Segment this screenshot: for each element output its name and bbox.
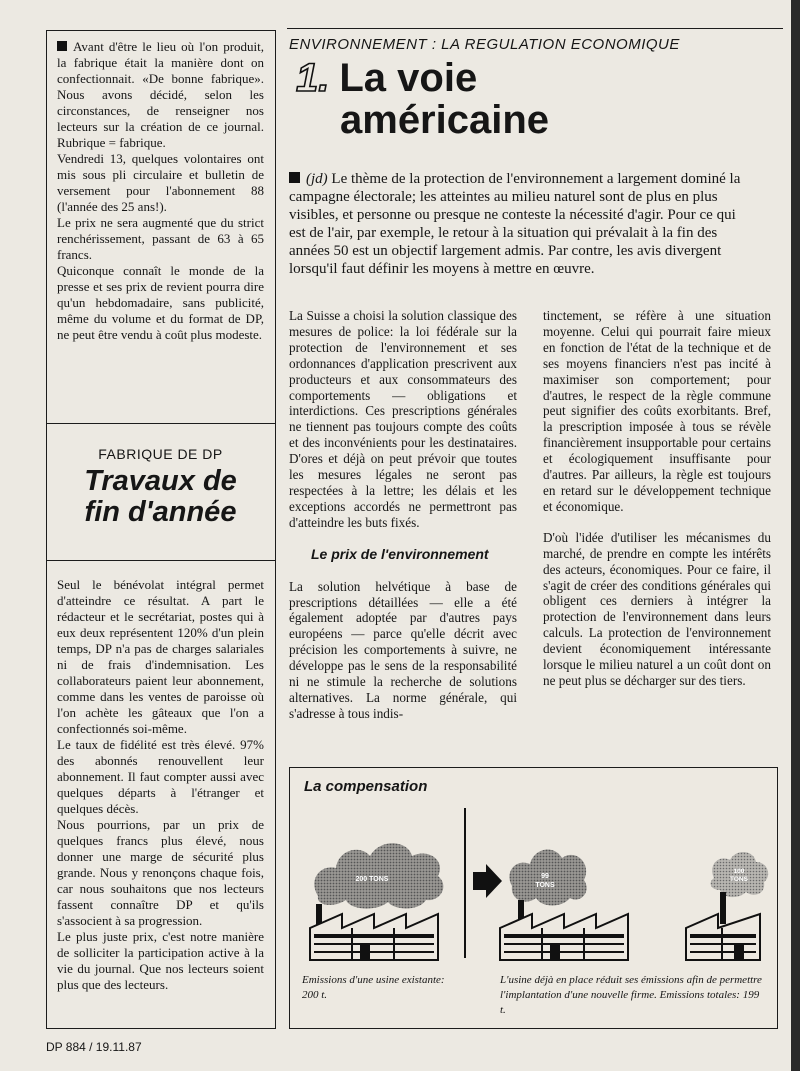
smoke-cloud-200 <box>314 843 443 908</box>
article-column-1 <box>289 308 517 722</box>
sidebar-body-paragraph: Seul le bénévolat intégral permet d'atteindre ce résultat. A part le rédacteur et le secrétariat, postes qui à eux deux représentent 120% d'un plein temps, DP n'a pas de charges salariales ni de frais d'indemnisation. Les collaborateurs paient leur abonnement, comme dans les ventes de paroisse où l'on achète les gâteaux que l'on a confectionnés soi-même. <box>57 577 264 736</box>
lead-text: Le thème de la protection de l'environnement a largement dominé la campagne électorale; les atteintes au milieu naturel sont de plus en plus visibles, et personne ou presque ne conteste la nécessité d'agir. Pour ce qui est de l'air, par exemple, le retour à la situation qui prévalait à la fin des années 50 est un objectif largement admis. Par contre, les avis divergent lorsqu'il faut définir les moyens à mettre en œuvre. <box>289 171 741 277</box>
issue-footer: DP 884 / 19.11.87 <box>46 1040 142 1054</box>
sidebar-intro-paragraph: Le prix ne sera augmenté que du strict renchérissement, passant de 63 à 65 francs. <box>57 215 264 262</box>
cloud-label-100: 100 <box>733 868 745 875</box>
cloud-label-99: 99 <box>541 873 549 880</box>
article-paragraph: D'où l'idée d'utiliser les mécanismes du marché, de prendre en compte les intérêts des acteurs, économiques. Pour ce faire, il s'agit de créer des conditions générales qui obligent ces derniers à intégrer la protection de l'environnement dans leurs calculs. La protection de l'environnement devient économiquement intéressante lorsque le milieu naturel a un coût dont on ne peut plus se décharger sur des tiers. <box>543 529 771 688</box>
article-paragraph: tinctement, se réfère à une situation moyenne. Celui qui pourrait faire mieux en fonction de l'état de la technique et de ses moyens financiers n'est pas incité à maximiser son comportement; pour d'autres, le respect de la règle commune peut signifier des coûts exorbitants. Bref, la prescription imposée à tous se révèle financièrement insupportable pour certains et écologiquement insuffisante pour d'autres. Par ailleurs, la règle est toujours en retard sur le développement technique et économique. <box>543 308 771 514</box>
caption-compensation: L'usine déjà en place réduit ses émissions afin de permettre l'implantation d'une nouvelle firme. Emissions totales: 199 t. <box>500 974 762 1016</box>
article-headline <box>296 58 766 142</box>
fabrique-title-box <box>46 423 276 561</box>
author-tag: (jd) <box>306 171 328 187</box>
factory-new-icon <box>686 892 760 960</box>
article-kicker: ENVIRONNEMENT : LA REGULATION ECONOMIQUE <box>289 36 680 53</box>
caption-existing: Emissions d'une usine existante: 200 t. <box>302 974 445 1001</box>
sidebar-body <box>57 577 264 993</box>
cloud-label-200: 200 TONS <box>355 876 389 883</box>
sidebar-intro-paragraph: Avant d'être le lieu où l'on produit, la fabrique était la manière dont on confectionnait. «De bonne fabrique». Nous avons décidé, selon les circonstances, de renseigner nos lecteurs sur la création de ce journal. Rubrique = fabrique. <box>57 39 264 150</box>
headline-line-1: La voie <box>339 56 478 100</box>
article-subhead: Le prix de l'environnement <box>311 545 489 562</box>
article-column-2 <box>543 308 771 689</box>
fabrique-title: Travaux de fin d'année <box>84 465 237 528</box>
bullet-square-icon <box>289 172 300 183</box>
smoke-cloud-100 <box>711 852 769 897</box>
arrow-right-icon <box>473 864 502 898</box>
headline-line-2: américaine <box>340 98 550 142</box>
sidebar-intro-paragraph: Vendredi 13, quelques volontaires ont mis sous pli circulaire et bulletin de versement pour l'abonnement 88 (l'année des 25 ans!). <box>57 151 264 214</box>
kicker-rule <box>287 28 783 29</box>
sidebar-body-paragraph: Nous pourrions, par un prix de quelques francs plus élevé, nous donner une marge de sécurité plus grande. Nous y renonçons chaque fois, car nous souhaitons que nos lecteurs fassent connaître DP et qu'ils s'associent à sa progression. <box>57 817 264 928</box>
cloud-label-99-unit: TONS <box>535 882 555 889</box>
page-edge-shadow <box>791 0 800 1071</box>
bullet-square-icon <box>57 41 67 51</box>
sidebar-intro-paragraph: Quiconque connaît le monde de la presse et ses prix de revient pourra dire qu'un hebdomadaire, sans publicité, même du volume et du format de DP, ne peut être vendu à coût plus modeste. <box>57 263 264 342</box>
sidebar-body-paragraph: Le taux de fidélité est très élevé. 97% des abonnés renouvellent leur abonnement. Il faut compter aussi avec quelques départs à l'étranger et quelques décès. <box>57 737 264 816</box>
compensation-figure <box>289 767 778 1029</box>
cloud-label-100-unit: TONS <box>730 876 748 883</box>
article-number: 1. <box>296 56 330 100</box>
article-lead <box>289 170 744 278</box>
figure-title: La compensation <box>304 778 428 795</box>
factory-reduced-icon <box>500 900 628 960</box>
sidebar-intro <box>57 39 264 343</box>
sidebar-column <box>46 30 276 1029</box>
factory-existing-icon <box>310 904 438 960</box>
article-paragraph: La solution helvétique à base de prescriptions détaillées — elle a été également adoptée par d'autres pays européens — parce qu'elle décrit avec précision les comportements à suivre, ne développe pas le sens de la responsabilité ni ne stimule la recherche de solutions alternatives. La norme générale, qui s'adresse à tous indis- <box>289 578 517 721</box>
sidebar-body-paragraph: Le plus juste prix, c'est notre manière de solliciter la participation active à la vie du journal. Que nos lecteurs soient plus que des lecteurs. <box>57 929 264 992</box>
fabrique-kicker: FABRIQUE DE DP <box>98 446 223 462</box>
smoke-cloud-99 <box>509 849 586 905</box>
article-paragraph: La Suisse a choisi la solution classique des mesures de police: la loi fédérale sur la protection de l'environnement et ses ordonnances d'application prescrivent aux producteurs et aux consommateurs des comportements — obligations et interdictions. Ces prescriptions générales ne tiennent pas toujours compte des coûts et des inconvénients pour les destinataires. D'ores et déjà on peut prévoir que toutes les mesures légales ne seront pas respectées à la lettre; les délais et les exceptions accordés ne permettront pas d'atteindre les buts fixés. <box>289 308 517 530</box>
